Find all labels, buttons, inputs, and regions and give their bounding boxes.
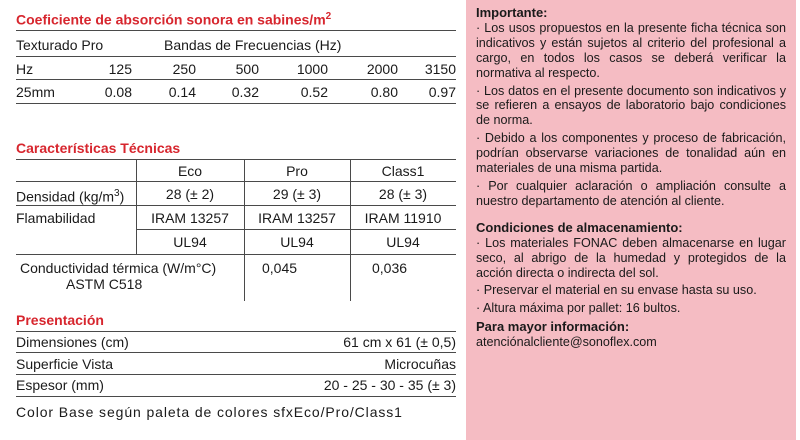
contact-title: Para mayor información: — [476, 319, 630, 335]
table-cell: 0.52 — [300, 84, 328, 100]
table-cell: 0.80 — [370, 84, 398, 100]
ul94-eco: UL94 — [173, 234, 207, 250]
technical-title: Características Técnicas — [16, 140, 181, 156]
ul94-class1: UL94 — [386, 234, 420, 250]
dimensions-value: 61 cm x 61 (± 0,5) — [343, 334, 456, 350]
absorption-title-sup: 2 — [325, 11, 332, 22]
divider — [16, 396, 456, 397]
divider — [16, 30, 456, 31]
conductivity-label: Conductividad térmica (W/m°C) — [20, 260, 217, 276]
frequency-bands-header: Bandas de Frecuencias (Hz) — [164, 37, 342, 53]
table-cell: 1000 — [296, 61, 328, 77]
surface-label: Superficie Vista — [16, 356, 114, 372]
table-cell: 0.97 — [428, 84, 456, 100]
important-item: · Los datos en el presente documento son indicativos y se refieren a ensayos de laboratorio bajo condiciones de norma. — [476, 83, 786, 128]
divider — [16, 374, 456, 375]
divider — [16, 103, 456, 104]
column-header-eco: Eco — [177, 163, 203, 179]
divider — [16, 205, 456, 206]
thickness-value: 20 - 25 - 30 - 35 (± 3) — [323, 377, 456, 393]
important-item: · Por cualquier aclaración o ampliación consulte a nuestro departamento de atención al cliente. — [476, 178, 786, 208]
divider — [16, 181, 456, 182]
column-header-class1: Class1 — [381, 163, 425, 179]
texture-header: Texturado Pro — [16, 37, 104, 53]
ul94-pro: UL94 — [280, 234, 314, 250]
table-cell: 25mm — [16, 84, 55, 100]
absorption-title — [16, 9, 331, 28]
dimensions-label: Dimensiones (cm) — [16, 334, 129, 350]
density-class1: 28 (± 3) — [378, 186, 428, 202]
table-cell: 2000 — [366, 61, 398, 77]
contact-email: atenciónalcliente@sonoflex.com — [476, 335, 657, 350]
divider — [16, 254, 456, 255]
presentation-title: Presentación — [16, 312, 104, 328]
thickness-label: Espesor (mm) — [16, 377, 104, 393]
storage-item: · Preservar el material en su envase hasta su uso. — [476, 283, 757, 298]
density-label-text: Densidad (kg/m — [16, 188, 115, 205]
important-item: · Debido a los componentes y proceso de fabricación, podrían observarse variaciones de tonalidad aún en materiales de una misma partida. — [476, 131, 786, 176]
conductivity-pro: 0,045 — [262, 260, 298, 276]
table-cell: 250 — [172, 61, 196, 77]
conductivity-standard: ASTM C518 — [66, 276, 143, 292]
density-label — [16, 186, 124, 205]
storage-item: · Los materiales FONAC deben almacenarse en lugar seco, al abrigo de la humedad y protegidos de la acción directa o indirecta del sol. — [476, 235, 786, 280]
divider — [16, 331, 456, 332]
density-eco: 28 (± 2) — [165, 186, 215, 202]
divider — [16, 56, 456, 57]
storage-title: Condiciones de almacenamiento: — [476, 219, 683, 235]
surface-value: Microcuñas — [384, 356, 456, 372]
table-cell: 0.08 — [104, 84, 132, 100]
table-cell: 125 — [108, 61, 132, 77]
column-header-pro: Pro — [286, 163, 308, 179]
density-label-close: ) — [119, 188, 125, 205]
density-label-sup: 3 — [114, 188, 120, 199]
storage-item: · Altura máxima por pallet: 16 bultos. — [476, 301, 681, 316]
absorption-title-text: Coeficiente de absorción sonora en sabines/m — [16, 11, 326, 28]
flammability-eco: IRAM 13257 — [151, 210, 229, 226]
left-panel — [16, 0, 456, 440]
conductivity-class1: 0,036 — [372, 260, 408, 276]
table-cell: Hz — [16, 61, 34, 77]
important-title: Importante: — [476, 5, 548, 20]
density-pro: 29 (± 3) — [272, 186, 322, 202]
flammability-label: Flamabilidad — [16, 210, 96, 226]
divider — [136, 229, 456, 230]
divider — [16, 79, 456, 80]
table-cell: 0.32 — [231, 84, 259, 100]
divider — [16, 352, 456, 353]
divider — [16, 159, 456, 160]
table-cell: 500 — [235, 61, 259, 77]
flammability-pro: IRAM 13257 — [258, 210, 336, 226]
flammability-class1: IRAM 11910 — [364, 210, 442, 226]
table-cell: 3150 — [424, 61, 456, 77]
color-base-note: Color Base según paleta de colores sfxEco/Pro/Class1 — [16, 404, 403, 420]
table-cell: 0.14 — [168, 84, 196, 100]
info-box — [466, 0, 796, 440]
important-item: · Los usos propuestos en la presente ficha técnica son indicativos y están sujetos al criterio del profesional a cargo, en todos los casos se deberá verificar la normativa al respecto. — [476, 20, 786, 80]
